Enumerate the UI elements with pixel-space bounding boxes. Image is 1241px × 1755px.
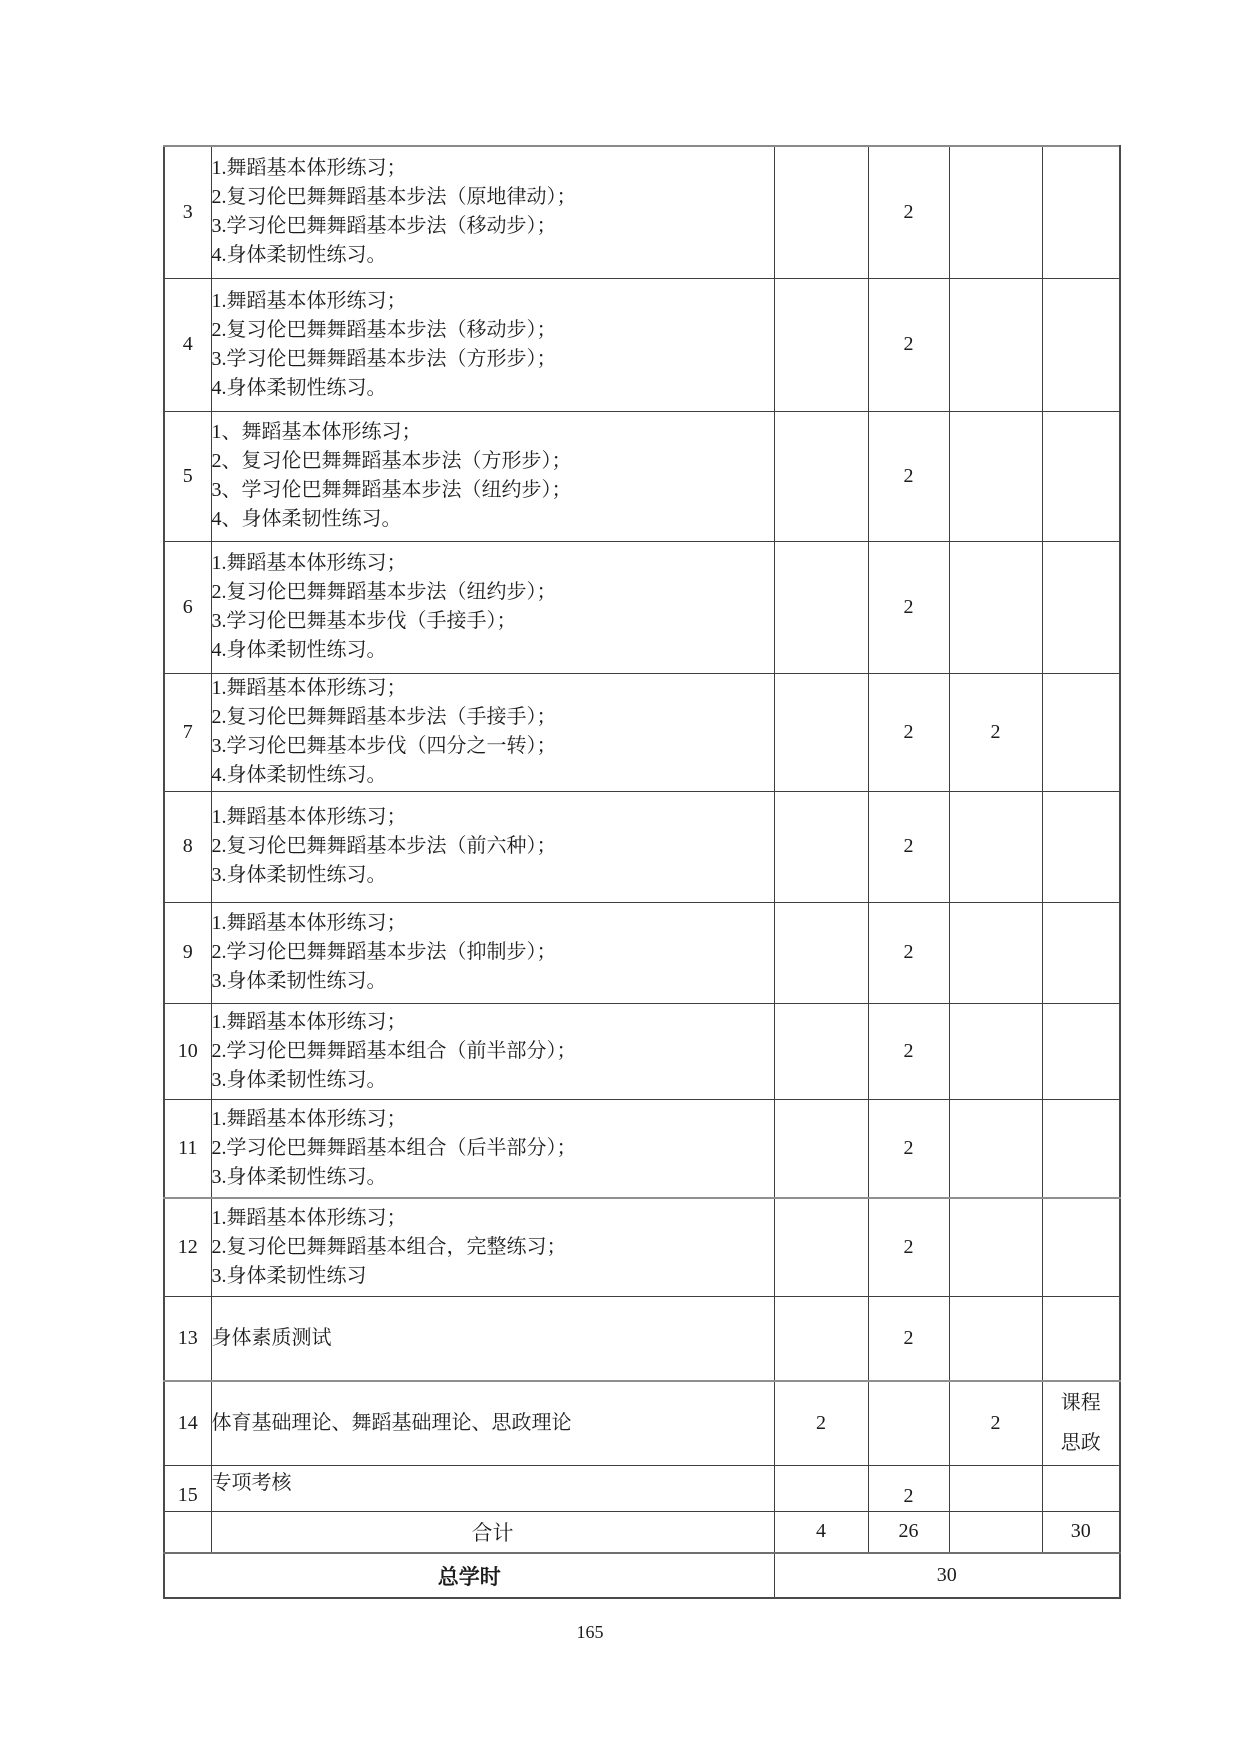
row-number-cell: 4 xyxy=(164,278,211,411)
content-cell xyxy=(211,278,774,411)
page-number: 165 xyxy=(576,1622,604,1642)
hours-col2-cell: 2 xyxy=(868,902,949,1003)
hours-col4-cell xyxy=(1042,902,1120,1003)
row-number-cell: 5 xyxy=(164,411,211,541)
content-line: 3.身体柔韧性练习。 xyxy=(211,1068,387,1091)
content-line: 1.舞蹈基本体形练习； xyxy=(211,1107,407,1130)
content-line: 4.身体柔韧性练习。 xyxy=(211,376,387,399)
hours-col2-cell: 2 xyxy=(868,146,949,278)
content-line: 2.学习伦巴舞舞蹈基本组合（后半部分）； xyxy=(211,1136,577,1159)
content-line: 3.学习伦巴舞舞蹈基本步法（移动步）； xyxy=(211,215,557,238)
table-row-5 xyxy=(164,411,1120,541)
hours-col4-cell xyxy=(1042,278,1120,411)
hours-col1-cell xyxy=(774,1099,868,1198)
hours-col2-cell xyxy=(868,1381,949,1465)
content-cell xyxy=(211,1099,774,1198)
hours-col2-cell: 2 xyxy=(868,673,949,791)
hours-col4-cell xyxy=(1042,791,1120,902)
table-row-13 xyxy=(164,1296,1120,1381)
table-row-10 xyxy=(164,1003,1120,1099)
hours-col3-cell xyxy=(949,1465,1042,1511)
row-number-cell: 8 xyxy=(164,791,211,902)
hours-col1-cell xyxy=(774,1465,868,1511)
hours-col2-cell: 2 xyxy=(868,1003,949,1099)
hours-col1-cell xyxy=(774,1198,868,1296)
content-line: 4.身体柔韧性练习。 xyxy=(211,764,387,786)
course-schedule-table xyxy=(163,145,1121,1599)
hours-col3-cell xyxy=(949,1099,1042,1198)
hours-col1-cell xyxy=(774,1296,868,1381)
content-line: 2.复习伦巴舞舞蹈基本步法（手接手）； xyxy=(211,706,557,728)
subtotal-row xyxy=(164,1511,1120,1553)
subtotal-col3-cell xyxy=(949,1511,1042,1553)
hours-col3-cell: 2 xyxy=(949,1381,1042,1465)
hours-col4-cell xyxy=(1042,1099,1120,1198)
hours-col1-cell xyxy=(774,541,868,673)
content-line: 1.舞蹈基本体形练习； xyxy=(211,1010,407,1033)
grand-total-label-cell: 总学时 xyxy=(164,1553,774,1598)
content-line: 2.学习伦巴舞舞蹈基本组合（前半部分）； xyxy=(211,1039,577,1062)
hours-col2-cell: 2 xyxy=(868,278,949,411)
content-line: 1.舞蹈基本体形练习； xyxy=(211,157,407,180)
content-line: 4.身体柔韧性练习。 xyxy=(211,244,387,267)
content-cell xyxy=(211,902,774,1003)
content-cell xyxy=(211,673,774,791)
content-line: 2.复习伦巴舞舞蹈基本步法（前六种）； xyxy=(211,835,557,857)
content-line: 3.学习伦巴舞基本步伐（四分之一转）； xyxy=(211,735,557,757)
content-line: 2.复习伦巴舞舞蹈基本步法（纽约步）； xyxy=(211,581,557,603)
hours-col3-cell xyxy=(949,1296,1042,1381)
hours-col2-cell: 2 xyxy=(868,1099,949,1198)
content-line: 3.学习伦巴舞舞蹈基本步法（方形步）； xyxy=(211,347,557,370)
hours-col3-cell xyxy=(949,146,1042,278)
content-cell xyxy=(211,1465,774,1511)
hours-col1-cell xyxy=(774,146,868,278)
hours-col2-cell: 2 xyxy=(868,791,949,902)
content-line: 3.学习伦巴舞基本步伐（手接手）； xyxy=(211,610,517,632)
table-row-14 xyxy=(164,1381,1120,1465)
hours-col4-cell xyxy=(1042,1003,1120,1099)
hours-col3-cell xyxy=(949,278,1042,411)
content-line: 3.身体柔韧性练习 xyxy=(211,1264,367,1287)
hours-col3-cell xyxy=(949,1198,1042,1296)
content-cell xyxy=(211,411,774,541)
content-line: 3、学习伦巴舞舞蹈基本步法（纽约步）； xyxy=(211,479,572,501)
content-line: 专项考核 xyxy=(211,1471,292,1494)
content-line: 1、舞蹈基本体形练习； xyxy=(211,421,422,443)
hours-col3-cell xyxy=(949,1003,1042,1099)
hours-col4-cell xyxy=(1042,1198,1120,1296)
grand-total-value-cell: 30 xyxy=(774,1553,1120,1598)
content-line: 2.复习伦巴舞舞蹈基本步法（原地律动）； xyxy=(211,186,577,209)
row-number-cell: 6 xyxy=(164,541,211,673)
hours-col4-cell xyxy=(1042,411,1120,541)
content-line: 3.身体柔韧性练习。 xyxy=(211,970,387,992)
subtotal-col2-cell: 26 xyxy=(868,1511,949,1553)
content-line: 1.舞蹈基本体形练习； xyxy=(211,912,407,934)
content-line: 1.舞蹈基本体形练习； xyxy=(211,1206,407,1229)
hours-col3-cell xyxy=(949,411,1042,541)
row-number-cell: 14 xyxy=(164,1381,211,1465)
hours-col4-cell xyxy=(1042,673,1120,791)
hours-col1-cell xyxy=(774,673,868,791)
hours-col1-cell xyxy=(774,902,868,1003)
hours-col1-cell xyxy=(774,1003,868,1099)
hours-col2-cell: 2 xyxy=(868,1296,949,1381)
row-number-cell: 3 xyxy=(164,146,211,278)
hours-col3-cell xyxy=(949,791,1042,902)
subtotal-col1-cell: 4 xyxy=(774,1511,868,1553)
content-cell xyxy=(211,146,774,278)
table-row-9 xyxy=(164,902,1120,1003)
content-line: 4.身体柔韧性练习。 xyxy=(211,639,387,661)
content-line: 4、身体柔韧性练习。 xyxy=(211,508,402,530)
content-cell xyxy=(211,1198,774,1296)
content-cell xyxy=(211,1381,774,1465)
hours-col2-cell: 2 xyxy=(868,541,949,673)
hours-col1-cell xyxy=(774,791,868,902)
table-row-4 xyxy=(164,278,1120,411)
subtotal-col4-cell: 30 xyxy=(1042,1511,1120,1553)
row-number-cell: 10 xyxy=(164,1003,211,1099)
content-cell xyxy=(211,791,774,902)
hours-col1-cell xyxy=(774,411,868,541)
content-line: 3.身体柔韧性练习。 xyxy=(211,864,387,886)
course-ideology-cell xyxy=(1042,1381,1120,1465)
content-line: 1.舞蹈基本体形练习； xyxy=(211,289,407,312)
table-row-7 xyxy=(164,673,1120,791)
hours-col3-cell xyxy=(949,541,1042,673)
hours-col1-cell: 2 xyxy=(774,1381,868,1465)
subtotal-empty-cell xyxy=(164,1511,211,1553)
content-line: 1.舞蹈基本体形练习； xyxy=(211,552,407,574)
row-number-cell: 9 xyxy=(164,902,211,1003)
hours-col2-cell: 2 xyxy=(868,1198,949,1296)
note-line: 思政 xyxy=(1060,1432,1101,1455)
table-row-12 xyxy=(164,1198,1120,1296)
hours-col3-cell: 2 xyxy=(949,673,1042,791)
row-number-cell: 12 xyxy=(164,1198,211,1296)
hours-col2-cell: 2 xyxy=(868,411,949,541)
note-line: 课程 xyxy=(1060,1392,1101,1415)
table-row-15 xyxy=(164,1465,1120,1511)
row-number-cell: 7 xyxy=(164,673,211,791)
hours-col1-cell xyxy=(774,278,868,411)
row-number-cell: 11 xyxy=(164,1099,211,1198)
content-line: 2.复习伦巴舞舞蹈基本步法（移动步）； xyxy=(211,318,557,341)
content-line: 1.舞蹈基本体形练习； xyxy=(211,806,407,828)
hours-col4-cell xyxy=(1042,541,1120,673)
course-schedule-body xyxy=(164,146,1120,1598)
table-row-6 xyxy=(164,541,1120,673)
table-row-11 xyxy=(164,1099,1120,1198)
table-row-8 xyxy=(164,791,1120,902)
content-line: 1.舞蹈基本体形练习； xyxy=(211,677,407,699)
content-line: 体育基础理论、舞蹈基础理论、思政理论 xyxy=(211,1411,572,1434)
content-cell xyxy=(211,541,774,673)
content-line: 2.学习伦巴舞舞蹈基本步法（抑制步）； xyxy=(211,941,557,963)
content-line: 3.身体柔韧性练习。 xyxy=(211,1165,387,1188)
row-number-cell: 13 xyxy=(164,1296,211,1381)
table-row-3 xyxy=(164,146,1120,278)
hours-col4-cell xyxy=(1042,1296,1120,1381)
hours-col3-cell xyxy=(949,902,1042,1003)
hours-col4-cell xyxy=(1042,146,1120,278)
content-line: 2.复习伦巴舞舞蹈基本组合，完整练习； xyxy=(211,1235,567,1258)
content-cell xyxy=(211,1003,774,1099)
row-number-cell: 15 xyxy=(164,1465,211,1511)
content-line: 2、复习伦巴舞舞蹈基本步法（方形步）； xyxy=(211,450,572,472)
content-line: 身体素质测试 xyxy=(211,1326,332,1349)
content-cell xyxy=(211,1296,774,1381)
hours-col2-cell: 2 xyxy=(868,1465,949,1511)
hours-col4-cell xyxy=(1042,1465,1120,1511)
grand-total-row xyxy=(164,1553,1120,1598)
subtotal-label-cell: 合计 xyxy=(211,1511,774,1553)
